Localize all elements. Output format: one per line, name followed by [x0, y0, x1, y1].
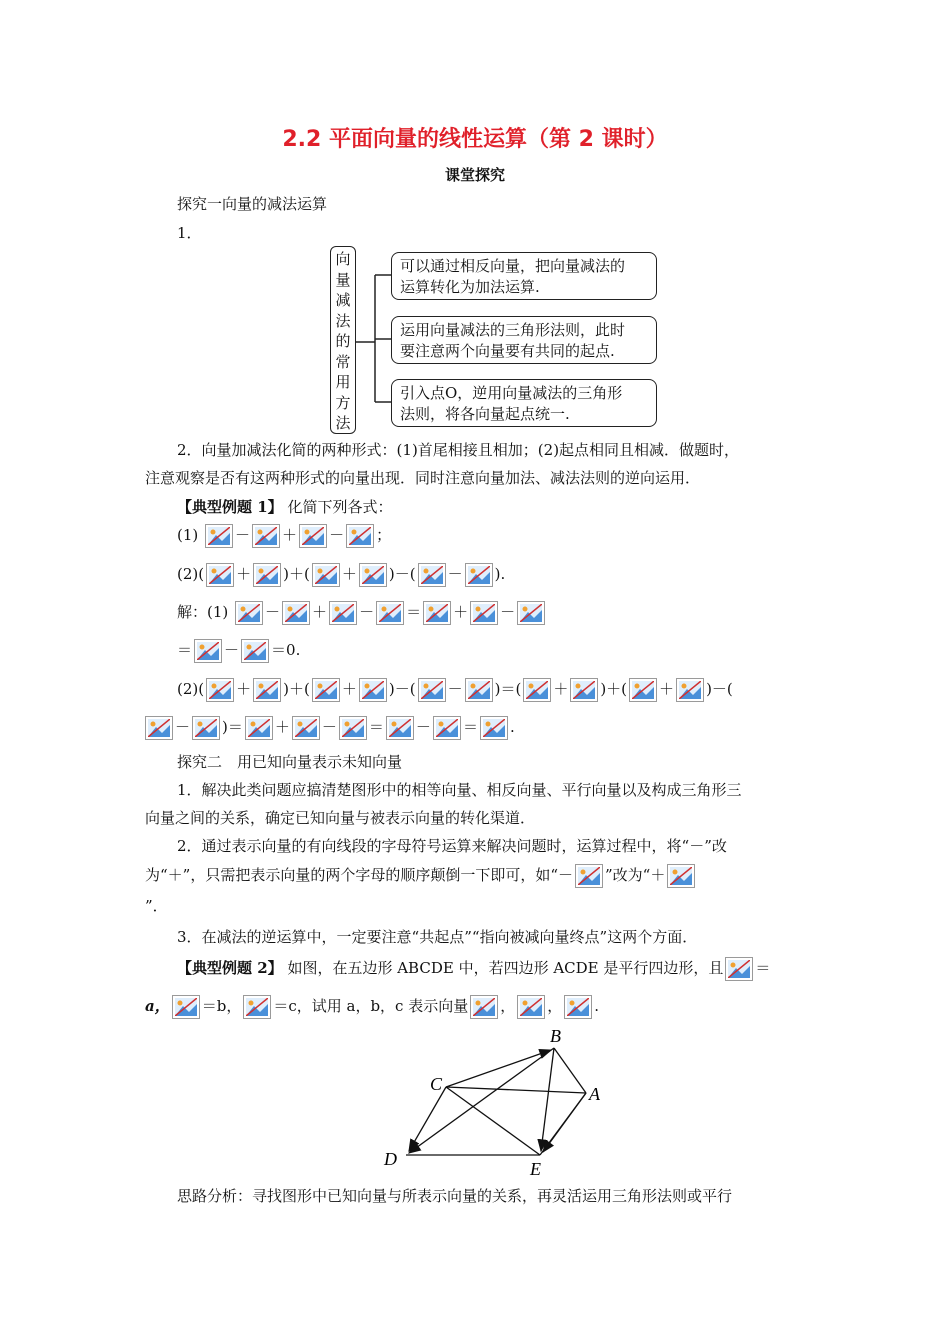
image-placeholder-icon	[570, 678, 598, 702]
solution-1-line2: ＝ － ＝0.	[177, 639, 300, 663]
section-heading-1: 探究一向量的减法运算	[177, 195, 328, 213]
branch-3-line2: 法则，将各向量起点统一.	[400, 405, 570, 423]
image-placeholder-icon	[465, 563, 493, 587]
image-placeholder-icon	[245, 716, 273, 740]
label-D: D	[384, 1149, 397, 1169]
image-placeholder-icon	[145, 716, 173, 740]
image-placeholder-icon	[312, 678, 340, 702]
example-2-line2	[145, 995, 599, 1019]
image-placeholder-icon	[253, 563, 281, 587]
section-heading-2: 探究二 用已知向量表示未知向量	[177, 753, 403, 771]
image-placeholder-icon	[329, 601, 357, 625]
image-placeholder-icon	[194, 639, 222, 663]
paragraph-2-line2: 注意观察是否有这两种形式的向量出现．同时注意向量加法、减法法则的逆向运用．	[145, 469, 701, 487]
q2-label: (2)	[177, 565, 199, 583]
mindmap-connector	[355, 250, 395, 410]
image-placeholder-icon	[629, 678, 657, 702]
comma: ，	[500, 997, 516, 1015]
example-1-heading: 【典型例题 1】	[177, 498, 283, 516]
paragraph-2-line1: 2．向量加减法化简的两种形式：(1)首尾相接且相加；(2)起点相同且相减．做题时，	[177, 441, 740, 459]
branch-1-line2: 运算转化为加法运算.	[400, 278, 540, 296]
example-1-text: 化简下列各式：	[287, 498, 393, 516]
image-placeholder-icon	[676, 678, 704, 702]
image-placeholder-icon	[192, 716, 220, 740]
image-placeholder-icon	[480, 716, 508, 740]
vector-BE	[541, 1048, 554, 1151]
image-placeholder-icon	[470, 601, 498, 625]
solution-label: 解：(1)	[177, 603, 229, 621]
image-placeholder-icon	[418, 678, 446, 702]
branch-1-line1: 可以通过相反向量，把向量减法的	[400, 257, 626, 275]
analysis-text: 思路分析：寻找图形中已知向量与所表示向量的关系，再灵活运用三角形法则或平行	[177, 1187, 733, 1205]
vector-AE	[543, 1093, 586, 1152]
image-placeholder-icon	[517, 601, 545, 625]
image-placeholder-icon	[292, 716, 320, 740]
image-placeholder-icon	[523, 678, 551, 702]
image-placeholder-icon	[339, 716, 367, 740]
comma: ，	[547, 997, 563, 1015]
image-placeholder-icon	[282, 601, 310, 625]
image-placeholder-icon	[243, 995, 271, 1019]
segment-BA	[554, 1048, 586, 1093]
image-placeholder-icon	[575, 864, 603, 888]
segment-CE	[446, 1087, 540, 1155]
solution-2-label: (2)	[177, 680, 199, 698]
solution-1-result: ＝0.	[271, 641, 301, 659]
var-c-text: ＝c，试用 a，b，c 表示向量	[273, 997, 469, 1015]
example-2-heading: 【典型例题 2】	[177, 959, 283, 977]
mindmap-root-text: 向量减法的常用方法	[335, 250, 351, 432]
s2-p2-text-b: ”改为“＋	[605, 866, 666, 884]
label-B: B	[550, 1026, 561, 1046]
segment-CA	[446, 1087, 586, 1093]
item-label-1: 1．	[177, 224, 202, 242]
image-placeholder-icon	[312, 563, 340, 587]
s2-paragraph-1-line1: 1．解决此类问题应搞清楚图形中的相等向量、相反向量、平行向量以及构成三角形三	[177, 781, 742, 799]
image-placeholder-icon	[564, 995, 592, 1019]
image-placeholder-icon	[205, 524, 233, 548]
mindmap-branch-1	[391, 252, 657, 300]
image-placeholder-icon	[470, 995, 498, 1019]
solution-2-line1: (2)( ＋ )＋( ＋ )－( － )＝( ＋ )＋( ＋ )－(	[177, 678, 733, 702]
image-placeholder-icon	[252, 524, 280, 548]
mindmap-branch-2	[391, 316, 657, 364]
mindmap-branch-3	[391, 379, 657, 427]
image-placeholder-icon	[423, 601, 451, 625]
s2-paragraph-1-line2: 向量之间的关系，确定已知向量与被表示向量的转化渠道．	[145, 809, 536, 827]
image-placeholder-icon	[241, 639, 269, 663]
example-2-text: 如图，在五边形 ABCDE 中，若四边形 ACDE 是平行四边形，且	[287, 959, 724, 977]
image-placeholder-icon	[359, 563, 387, 587]
image-placeholder-icon	[433, 716, 461, 740]
q1-label: (1)	[177, 526, 199, 544]
example-2-line1	[177, 957, 770, 981]
image-placeholder-icon	[386, 716, 414, 740]
example-1-question-2: (2)( ＋ )＋( ＋ )－( － ).	[177, 563, 505, 587]
image-placeholder-icon	[667, 864, 695, 888]
period: .	[500, 565, 506, 583]
image-placeholder-icon	[465, 678, 493, 702]
s2-p2-text-a: 为“＋”，只需把表示向量的两个字母的顺序颠倒一下即可，如“－	[145, 866, 574, 884]
equals: ＝	[755, 959, 771, 977]
label-A: A	[589, 1084, 600, 1104]
pentagon-figure	[370, 1020, 620, 1182]
s2-paragraph-2-line3: ”．	[145, 897, 168, 915]
example-1-question-1: (1) － ＋ － ；	[177, 524, 391, 548]
image-placeholder-icon	[517, 995, 545, 1019]
vector-CD	[409, 1087, 446, 1151]
s2-paragraph-2-line1: 2．通过表示向量的有向线段的字母符号运算来解决问题时，运算过程中，将“－”改	[177, 837, 727, 855]
image-placeholder-icon	[206, 678, 234, 702]
image-placeholder-icon	[359, 678, 387, 702]
var-b: ＝b，	[201, 997, 242, 1015]
q1-end: ；	[376, 526, 392, 544]
period: .	[509, 718, 515, 736]
image-placeholder-icon	[206, 563, 234, 587]
image-placeholder-icon	[299, 524, 327, 548]
label-C: C	[430, 1074, 443, 1094]
section-subtitle: 课堂探究	[444, 166, 505, 184]
image-placeholder-icon	[346, 524, 374, 548]
s2-paragraph-2-line2	[145, 864, 697, 888]
image-placeholder-icon	[235, 601, 263, 625]
vector-CB	[446, 1050, 551, 1087]
image-placeholder-icon	[376, 601, 404, 625]
solution-1-line1: 解：(1) － ＋ － ＝ ＋ －	[177, 601, 547, 625]
branch-3-line1: 引入点O，逆用向量减法的三角形	[400, 384, 623, 402]
image-placeholder-icon	[725, 957, 753, 981]
vector-BD	[409, 1048, 554, 1153]
mindmap-root	[330, 246, 356, 434]
image-placeholder-icon	[172, 995, 200, 1019]
branch-2-line2: 要注意两个向量要有共同的起点.	[400, 342, 615, 360]
solution-2-line2: － )＝ ＋ － ＝ － ＝ .	[143, 716, 515, 740]
image-placeholder-icon	[253, 678, 281, 702]
var-a: a，	[145, 997, 170, 1015]
period: .	[594, 997, 600, 1015]
label-E: E	[530, 1159, 541, 1179]
s2-paragraph-3: 3．在减法的逆运算中，一定要注意“共起点”“指向被减向量终点”这两个方面．	[177, 928, 698, 946]
branch-2-line1: 运用向量减法的三角形法则，此时	[400, 321, 626, 339]
image-placeholder-icon	[418, 563, 446, 587]
page-title: 2.2 平面向量的线性运算（第 2 课时）	[282, 127, 668, 152]
